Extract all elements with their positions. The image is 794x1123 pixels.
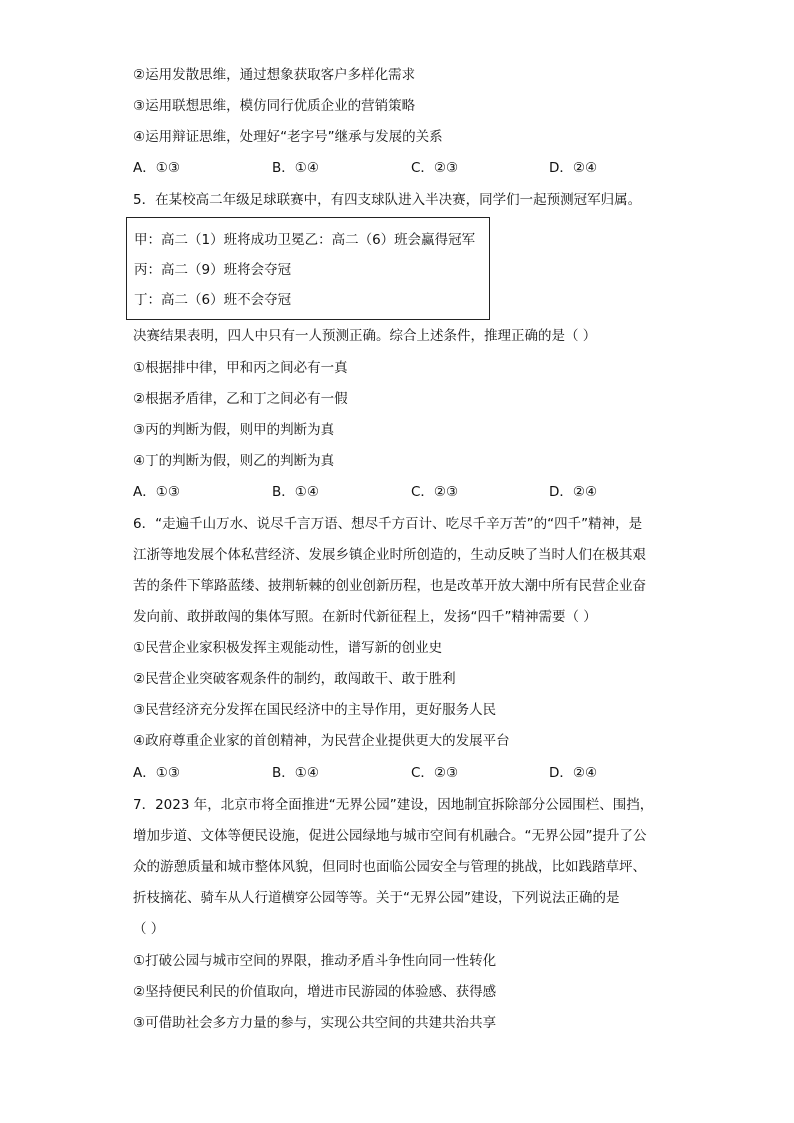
- q5-item-4: ④丁的判断为假，则乙的判断为真: [133, 453, 335, 469]
- option-b: B．①④: [272, 765, 319, 781]
- option-d: D．②④: [549, 160, 598, 176]
- q6-item-3: ③民营经济充分发挥在国民经济中的主导作用，更好服务人民: [133, 702, 497, 718]
- option-b: B．①④: [272, 160, 319, 176]
- q5-item-3: ③丙的判断为假，则甲的判断为真: [133, 422, 335, 438]
- q7-stem-line-3: 众的游憩质量和城市整体风貌，但同时也面临公园安全与管理的挑战，比如践踏草坪、: [133, 859, 646, 875]
- q5-item-1: ①根据排中律，甲和丙之间必有一真: [133, 360, 348, 376]
- option-b: B．①④: [272, 484, 319, 500]
- q7-stem-line-1: 7．2023 年，北京市将全面推进“无界公园”建设，因地制宜拆除部分公园围栏、围挡，: [133, 797, 654, 813]
- option-a: A．①③: [133, 484, 180, 500]
- q7-item-1: ①打破公园与城市空间的界限，推动矛盾斗争性向同一性转化: [133, 953, 497, 969]
- q6-stem-line-2: 江浙等地发展个体私营经济、发展乡镇企业时所创造的，生动反映了当时人们在极其艰: [133, 547, 646, 563]
- q5-prediction-2: 丙：高二（9）班将会夺冠: [134, 262, 292, 278]
- option-c: C．②③: [411, 160, 459, 176]
- q6-stem-line-1: 6．“走遍千山万水、说尽千言万语、想尽千方百计、吃尽千辛万苦”的“四千”精神，是: [133, 516, 643, 532]
- q5-prediction-1: 甲：高二（1）班将成功卫冕乙：高二（6）班会赢得冠军: [134, 232, 476, 248]
- q5-after: 决赛结果表明，四人中只有一人预测正确。综合上述条件，推理正确的是（ ）: [133, 328, 597, 344]
- q4-item-3: ③运用联想思维，模仿同行优质企业的营销策略: [133, 98, 416, 114]
- q4-item-2: ②运用发散思维，通过想象获取客户多样化需求: [133, 67, 416, 83]
- q5-prediction-box: [126, 217, 490, 320]
- option-d: D．②④: [549, 765, 598, 781]
- option-d: D．②④: [549, 484, 598, 500]
- q6-stem-line-4: 发向前、敢拼敢闯的集体写照。在新时代新征程上，发扬“四千”精神需要（ ）: [133, 609, 597, 625]
- option-a: A．①③: [133, 160, 180, 176]
- q7-stem-line-4: 折枝摘花、骑车从人行道横穿公园等等。关于“无界公园”建设，下列说法正确的是: [133, 890, 620, 906]
- q7-item-3: ③可借助社会多方力量的参与，实现公共空间的共建共治共享: [133, 1015, 497, 1031]
- q6-stem-line-3: 苦的条件下筚路蓝缕、披荆斩棘的创业创新历程，也是改革开放大潮中所有民营企业奋: [133, 578, 646, 594]
- q6-item-4: ④政府尊重企业家的首创精神，为民营企业提供更大的发展平台: [133, 733, 510, 749]
- q7-item-2: ②坚持便民利民的价值取向，增进市民游园的体验感、获得感: [133, 984, 497, 1000]
- q5-prediction-3: 丁：高二（6）班不会夺冠: [134, 292, 292, 308]
- q5-stem: 5．在某校高二年级足球联赛中，有四支球队进入半决赛，同学们一起预测冠军归属。: [133, 192, 642, 208]
- q6-item-2: ②民营企业突破客观条件的制约，敢闯敢干、敢于胜利: [133, 671, 456, 687]
- q6-item-1: ①民营企业家积极发挥主观能动性，谱写新的创业史: [133, 640, 443, 656]
- option-c: C．②③: [411, 765, 459, 781]
- q4-item-4: ④运用辩证思维，处理好“老字号”继承与发展的关系: [133, 129, 443, 145]
- option-c: C．②③: [411, 484, 459, 500]
- q7-stem-line-5: （ ）: [133, 921, 165, 937]
- option-a: A．①③: [133, 765, 180, 781]
- q5-item-2: ②根据矛盾律，乙和丁之间必有一假: [133, 391, 348, 407]
- q7-stem-line-2: 增加步道、文体等便民设施，促进公园绿地与城市空间有机融合。“无界公园”提升了公: [133, 828, 647, 844]
